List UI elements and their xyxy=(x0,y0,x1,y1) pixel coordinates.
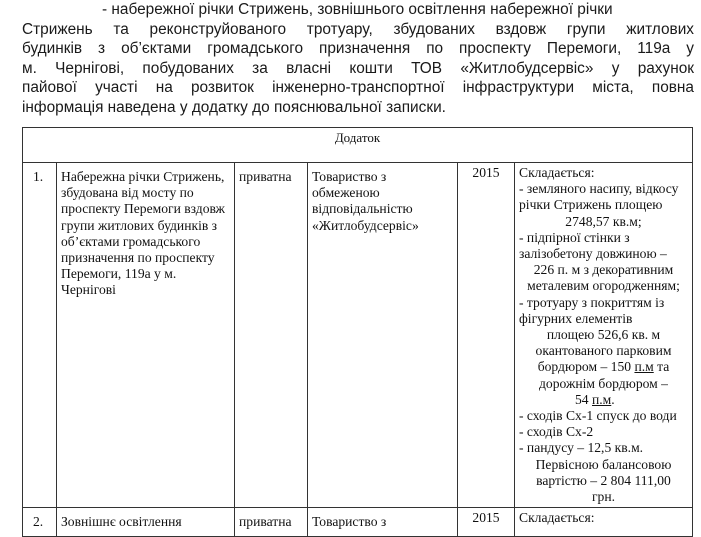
table-row xyxy=(23,163,693,508)
table-row xyxy=(23,508,693,537)
annex-title: Додаток xyxy=(23,128,693,163)
intro-paragraph xyxy=(22,0,694,117)
intro-line: Стрижень та реконструйованого тротуару, збудованих вздовж групи житлових xyxy=(22,20,694,38)
object-description: Складається: - земляного насипу, відкосу річки Стрижень площею 2748,57 кв.м; - підпірної стінки з залізобетону довжиною – 226 п. м з декоративним металевим огородженням; - тротуару з покриттям із фігурних елементів площею 526,6 кв. м окантованого парковим бордюром – 150 п.м та дорожнім бордюром – 54 п.м. - сходів Сх-1 спуск до води - сходів Сх-2 - пандусу – 12,5 кв.м. Первісною балансовою вартістю – 2 804 111,00 грн. xyxy=(515,163,693,508)
intro-line: будинків з об’єктами громадського призначення по проспекту Перемоги, 119а у xyxy=(22,40,694,57)
ownership-form: приватна xyxy=(235,508,308,537)
object-name: Набережна річки Стрижень, збудована від мосту по проспекту Перемоги вздовж групи житлових будинків з об’єктами громадського призначення по проспекту Перемоги, 119а у м. Чернігові xyxy=(57,163,235,508)
row-number: 2. xyxy=(23,508,57,537)
annex-table xyxy=(22,127,693,537)
year: 2015 xyxy=(458,508,515,537)
object-description: Складається: xyxy=(515,508,693,537)
organization-name: Товариство з xyxy=(308,508,458,537)
ownership-form: приватна xyxy=(235,163,308,508)
intro-line: м. Чернігові, побудованих за власні кошти ТОВ «Житлобудсервіс» у рахунок xyxy=(22,59,694,77)
intro-line: - набережної річки Стрижень, зовнішнього освітлення набережної річки xyxy=(102,1,613,18)
year: 2015 xyxy=(458,163,515,508)
intro-line: інформація наведена у додатку до пояснювальної записки. xyxy=(22,98,446,116)
intro-line: пайової участі на розвиток інженерно-транспортної інфраструктури міста, повна xyxy=(22,79,694,96)
organization-name: Товариство з обмеженою відповідальністю «Житлобудсервіс» xyxy=(308,163,458,508)
row-number: 1. xyxy=(23,163,57,508)
object-name: Зовнішнє освітлення xyxy=(57,508,235,537)
